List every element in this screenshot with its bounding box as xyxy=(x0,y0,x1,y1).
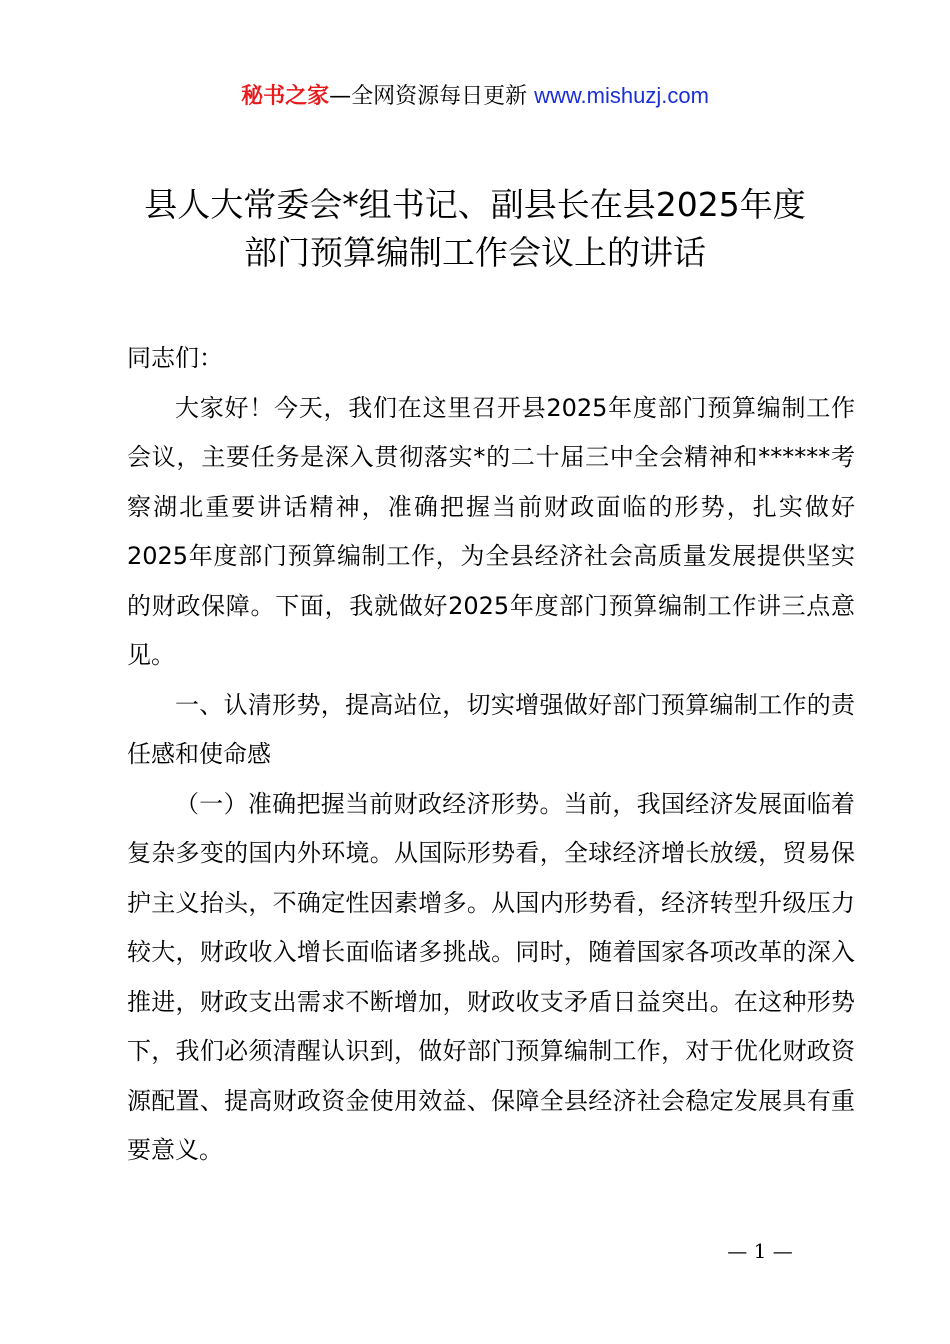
site-url-link[interactable]: www.mishuzj.com xyxy=(534,83,709,108)
site-header xyxy=(0,80,950,113)
section-heading-1: 一、认清形势，提高站位，切实增强做好部门预算编制工作的责任感和使命感 xyxy=(127,690,855,768)
site-brand: 秘书之家 xyxy=(241,84,330,109)
title-line-2: 部门预算编制工作会议上的讲话 xyxy=(244,233,706,272)
site-tagline: —全网资源每日更新 xyxy=(329,84,528,109)
paragraph-intro: 大家好！今天，我们在这里召开县2025年度部门预算编制工作会议，主要任务是深入贯彻落实*的二十届三中全会精神和******考察湖北重要讲话精神，准确把握当前财政面临的形势，扎实做好2025年度部门预算编制工作，为全县经济社会高质量发展提供坚实的财政保障。下面，我就做好2025年度部门预算编制工作讲三点意见。 xyxy=(127,393,855,669)
salutation: 同志们： xyxy=(127,344,223,372)
title-line-1: 县人大常委会*组书记、副县长在县2025年度 xyxy=(144,185,806,224)
document-title xyxy=(90,181,860,277)
page-number: — 1 — xyxy=(727,1239,793,1263)
document-body xyxy=(127,334,855,1176)
paragraph-subsection-1: （一）准确把握当前财政经济形势。当前，我国经济发展面临着复杂多变的国内外环境。从国际形势看，全球经济增长放缓，贸易保护主义抬头，不确定性因素增多。从国内形势看，经济转型升级压力较大，财政收入增长面临诸多挑战。同时，随着国家各项改革的深入推进，财政支出需求不断增加，财政收支矛盾日益突出。在这种形势下，我们必须清醒认识到，做好部门预算编制工作，对于优化财政资源配置、提高财政资金使用效益、保障全县经济社会稳定发展具有重要意义。 xyxy=(127,789,855,1164)
